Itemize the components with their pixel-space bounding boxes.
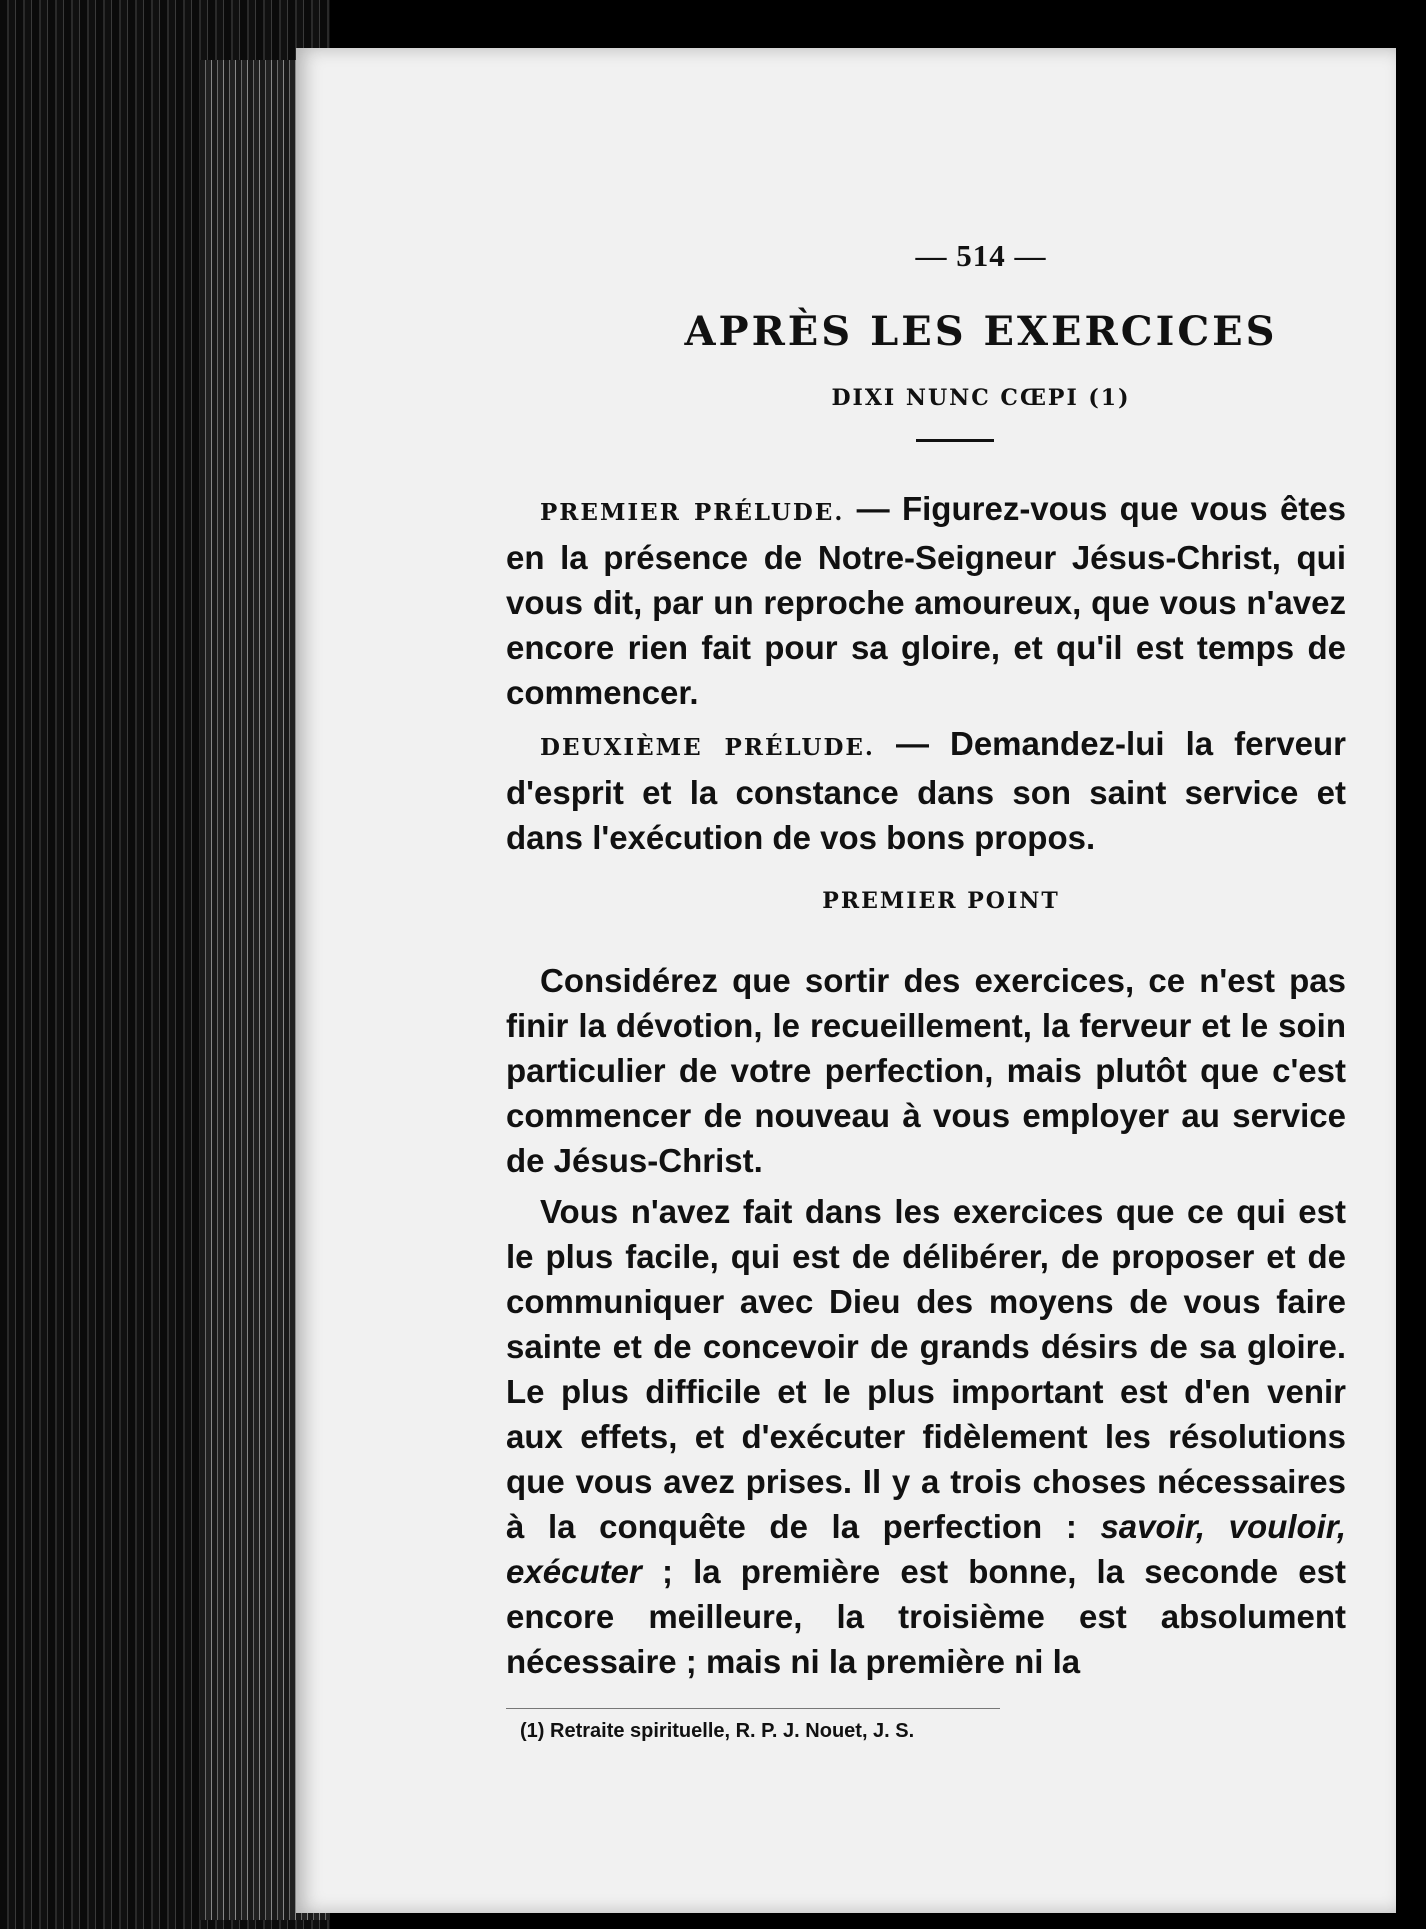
chapter-subtitle: DIXI NUNC CŒPI (1) — [831, 385, 1131, 411]
page-number: — 514 — — [915, 238, 1047, 273]
section-heading: PREMIER POINT — [822, 888, 1060, 914]
prelude-2 — [506, 721, 1346, 860]
prelude-1 — [506, 486, 1346, 715]
chapter-title: APRÈS LES EXERCICES — [684, 308, 1278, 355]
paragraph-2-italic: savoir, vouloir, exécuter — [506, 1508, 1347, 1590]
prelude-2-label: DEUXIÈME PRÉLUDE. — [540, 734, 875, 761]
footnote: (1) Retraite spirituelle, R. P. J. Nouet, J. S. — [506, 1708, 1000, 1745]
paragraph-2 — [506, 1189, 1346, 1684]
scan-right-edge — [1396, 0, 1426, 1929]
paragraph-2-part-2: ; la première est bonne, la seconde est encore meilleure, la troisième est absolument nécessaire ; mais ni la première ni la — [506, 1553, 1346, 1680]
book-page — [296, 48, 1396, 1913]
paragraph-1: Considérez que sortir des exercices, ce n'est pas finir la dévotion, le recueillement, la ferveur et le soin particulier de votre perfection, mais plutôt que c'est commencer de nouveau à vous employer au service de Jésus-Christ. — [506, 962, 1346, 1179]
prelude-1-label: PREMIER PRÉLUDE. — [540, 499, 845, 526]
prelude-1-text: — Figurez-vous que vous êtes en la présence de Notre-Seigneur Jésus-Christ, qui vous dit, par un reproche amoureux, que vous n'avez encore rien fait pour sa gloire, et qu'il est temps de commencer. — [506, 490, 1346, 711]
paragraph-2-part-1: Vous n'avez fait dans les exercices que ce qui est le plus facile, qui est de délibérer, de proposer et de communiquer avec Dieu des moyens de vous faire sainte et de concevoir de grands désirs de sa gloire. Le plus difficile et le plus important est d'en venir aux effets, et d'exécuter fidèlement les résolutions que vous avez prises. Il y a trois choses nécessaires à la conquête de la perfection : — [506, 1193, 1346, 1545]
prelude-2-text: — Demandez-lui la ferveur d'esprit et la constance dans son saint service et dans l'exécution de vos bons propos. — [506, 725, 1347, 856]
title-divider — [916, 439, 994, 442]
page-content — [506, 238, 1346, 1745]
